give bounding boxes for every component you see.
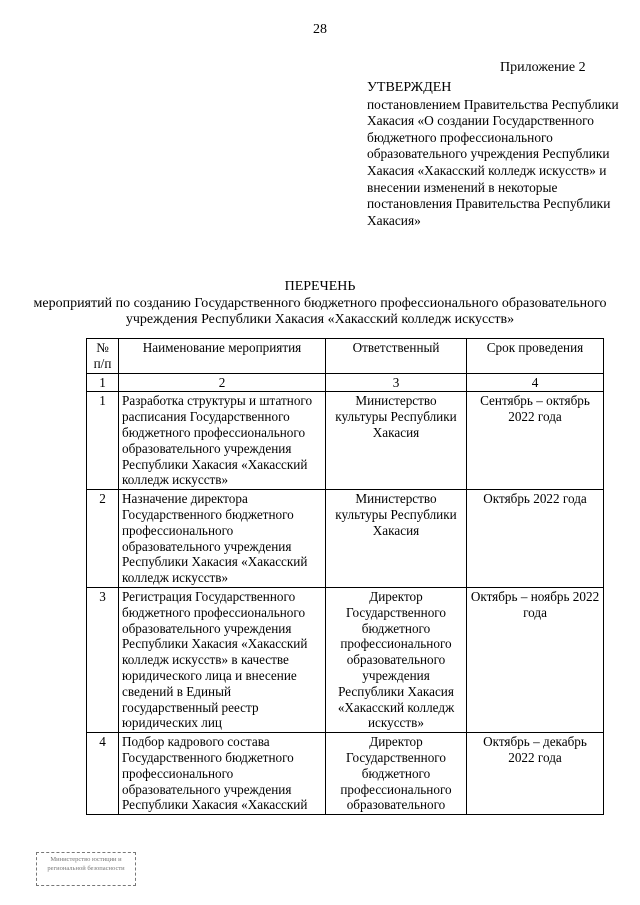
row-number: 4 <box>87 733 119 815</box>
document-title <box>0 279 640 329</box>
event-name: Подбор кадрового состава Государственного бюджетного профессионального образовательного учреждения Республики Хакасия «Хакасский <box>119 733 326 815</box>
row-number: 2 <box>87 490 119 588</box>
event-name: Разработка структуры и штатного расписания Государственного бюджетного профессионального образовательного учреждения Республики Хакасия «Хакасский колледж искусств» <box>119 392 326 490</box>
column-number: 1 <box>87 373 119 392</box>
column-number: 4 <box>467 373 604 392</box>
stamp-text: Министерство юстиции и региональной безопасности <box>47 856 125 872</box>
column-number-row <box>87 373 604 392</box>
event-name: Регистрация Государственного бюджетного профессионального образовательного учреждения Республики Хакасия «Хакасский колледж искусств» в качестве юридического лица и внесение сведений в Единый государственный реестр юридических лиц <box>119 587 326 732</box>
responsible: Министерство культуры Республики Хакасия <box>326 392 467 490</box>
term: Октябрь – декабрь 2022 года <box>467 733 604 815</box>
responsible: Директор Государственного бюджетного профессионального образовательного учреждения Республики Хакасия «Хакасский колледж искусств» <box>326 587 467 732</box>
page-number: 28 <box>313 22 327 37</box>
appendix-label: Приложение 2 <box>500 60 586 75</box>
header-term: Срок проведения <box>467 339 604 374</box>
table-row <box>87 587 604 732</box>
responsible: Министерство культуры Республики Хакасия <box>326 490 467 588</box>
event-name: Назначение директора Государственного бюджетного профессионального образовательного учреждения Республики Хакасия «Хакасский колледж искусств» <box>119 490 326 588</box>
approval-block <box>367 80 629 229</box>
table-header-row <box>87 339 604 374</box>
table-row <box>87 733 604 815</box>
approval-text: постановлением Правительства Республики Хакасия «О создании Государственного бюджетного профессионального образовательного учреждения Республики Хакасия «Хакасский колледж искусств» и внесении изменений в некоторые постановления Правительства Республики Хакасия» <box>367 96 619 228</box>
term: Октябрь 2022 года <box>467 490 604 588</box>
row-number: 3 <box>87 587 119 732</box>
responsible: Директор Государственного бюджетного профессионального образовательного <box>326 733 467 815</box>
document-subtitle: мероприятий по созданию Государственного бюджетного профессионального образовательного учреждения Республики Хакасия «Хакасский колледж искусств» <box>33 295 607 328</box>
approval-title: УТВЕРЖДЕН <box>367 80 452 95</box>
header-event-name: Наименование мероприятия <box>119 339 326 374</box>
header-number: № п/п <box>87 339 119 374</box>
document-heading: ПЕРЕЧЕНЬ <box>284 279 356 294</box>
term: Октябрь – ноябрь 2022 года <box>467 587 604 732</box>
events-table <box>86 338 604 815</box>
row-number: 1 <box>87 392 119 490</box>
header-responsible: Ответственный <box>326 339 467 374</box>
column-number: 3 <box>326 373 467 392</box>
table-row <box>87 392 604 490</box>
column-number: 2 <box>119 373 326 392</box>
registration-stamp <box>36 852 136 886</box>
term: Сентябрь – октябрь 2022 года <box>467 392 604 490</box>
table-row <box>87 490 604 588</box>
